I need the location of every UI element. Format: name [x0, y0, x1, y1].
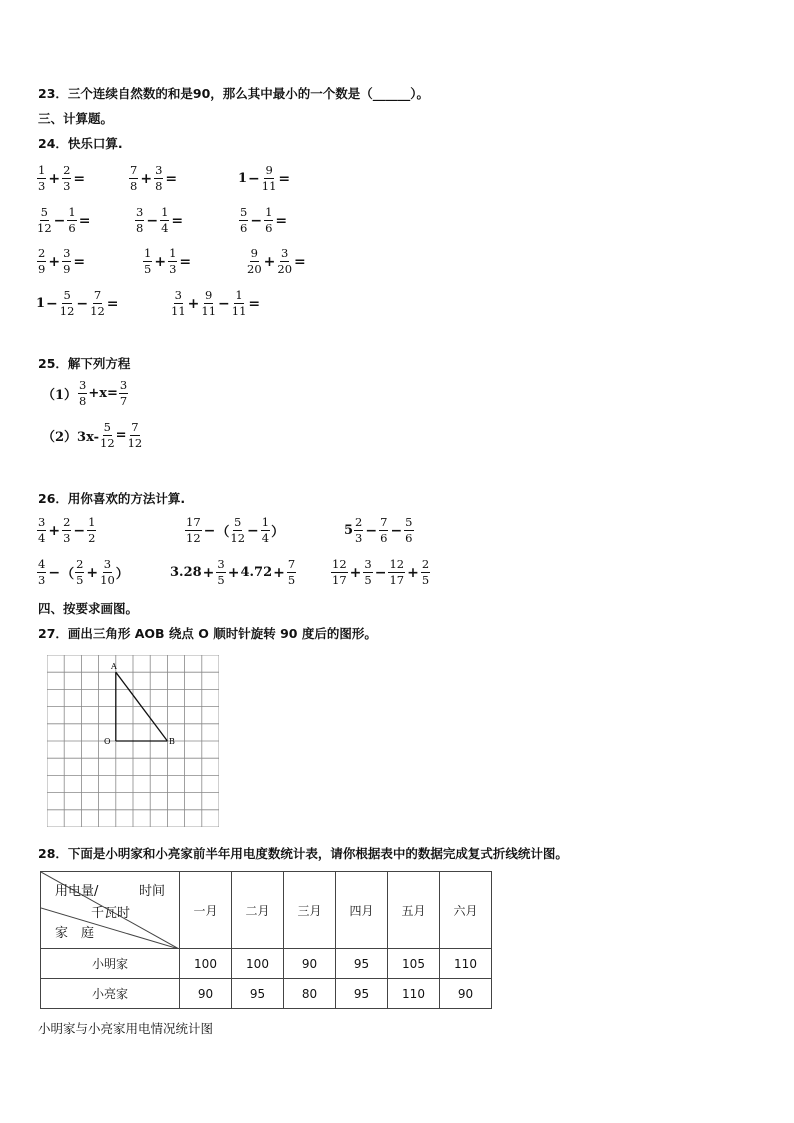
denominator: 3: [63, 530, 71, 545]
month-header: 一月: [180, 872, 232, 949]
fraction: [100, 422, 115, 449]
denominator: 2: [88, 530, 96, 545]
question-23: 23．三个连续自然数的和是90，那么其中最小的一个数是（______）。: [38, 86, 430, 101]
fraction: [62, 165, 71, 192]
denominator: 17: [332, 572, 347, 587]
fraction: [232, 290, 247, 317]
fraction: [100, 559, 115, 586]
numerator: 7: [380, 515, 388, 529]
point-b-label: B: [169, 737, 175, 746]
q24-expr: [142, 248, 192, 275]
fraction: [201, 290, 216, 317]
q25-equation: [42, 422, 143, 449]
point-a-label: A: [111, 662, 117, 671]
fraction: [37, 517, 46, 544]
q26-expr: [344, 517, 415, 544]
fraction: [37, 248, 46, 275]
month-header: 五月: [388, 872, 440, 949]
numerator: 4: [38, 557, 46, 571]
numerator: 1: [265, 205, 273, 219]
numerator: 5: [40, 205, 48, 219]
numerator: 3: [119, 378, 128, 392]
q24-expr: [238, 207, 288, 234]
denominator: 5: [144, 261, 152, 276]
q24-expr: [238, 165, 291, 192]
numerator: 12: [332, 557, 347, 571]
numerator: 3: [63, 246, 71, 260]
fraction: [78, 380, 87, 407]
expr-text: 4.72: [240, 565, 273, 580]
fraction: [67, 207, 76, 234]
fraction: [247, 248, 262, 275]
denominator: 20: [277, 261, 293, 276]
operator: +: [154, 253, 167, 270]
q26-expr: [170, 559, 297, 586]
numerator: 2: [355, 515, 363, 529]
numerator: 5: [103, 420, 111, 434]
q24-expr: [36, 165, 86, 192]
fraction: [62, 517, 71, 544]
operator: +: [48, 253, 61, 270]
operator: +: [407, 564, 419, 581]
denominator: 3: [355, 530, 363, 545]
operator: +: [86, 564, 99, 581]
denominator: 20: [247, 261, 262, 276]
rotation-grid: [47, 655, 219, 830]
numerator: 3: [281, 246, 289, 260]
numerator: 3: [103, 557, 112, 571]
expr-text: ）: [115, 567, 129, 582]
q26-expr: [36, 559, 129, 586]
numerator: 17: [186, 515, 201, 529]
q24-expr: [134, 207, 184, 234]
numerator: 5: [240, 205, 248, 219]
operator: −: [365, 522, 378, 539]
operator: −: [218, 295, 230, 312]
chart-title: 小明家与小亮家用电情况统计图: [38, 1021, 214, 1036]
operator: −: [203, 522, 216, 539]
numerator: 5: [63, 288, 71, 302]
operator: −: [247, 522, 259, 539]
expr-text: 5: [344, 523, 354, 538]
operator: +: [48, 170, 61, 187]
numerator: 1: [68, 205, 76, 219]
numerator: 7: [130, 163, 138, 177]
table-cell: 110: [440, 949, 492, 979]
table-cell: 95: [336, 979, 388, 1009]
table-cell: 95: [336, 949, 388, 979]
denominator: 12: [230, 530, 246, 545]
month-header: 二月: [232, 872, 284, 949]
expr-text: 3.28: [170, 565, 202, 580]
fraction: [277, 248, 292, 275]
denominator: 6: [405, 530, 413, 545]
fraction: [264, 207, 273, 234]
operator: =: [106, 295, 119, 312]
q24-expr: [36, 207, 91, 234]
numerator: 3: [174, 288, 182, 302]
denominator: 12: [100, 435, 115, 450]
denominator: 3: [169, 261, 177, 276]
q24-expr: [128, 165, 178, 192]
operator: +: [263, 253, 276, 270]
fraction: [37, 559, 46, 586]
denominator: 3: [63, 178, 71, 193]
numerator: 1: [88, 515, 96, 529]
month-header: 四月: [336, 872, 388, 949]
q24-expr: [36, 248, 86, 275]
numerator: 7: [287, 557, 296, 571]
numerator: 3: [136, 205, 144, 219]
q24-expr: [36, 290, 120, 317]
table-cell: 100: [232, 949, 284, 979]
expr-text: 1: [238, 171, 248, 186]
operator: =: [73, 170, 86, 187]
row-label: 小亮家: [41, 979, 180, 1009]
numerator: 7: [131, 420, 139, 434]
operator: −: [390, 522, 403, 539]
table-cell: 90: [180, 979, 232, 1009]
fraction: [62, 248, 71, 275]
numerator: 9: [250, 246, 258, 260]
expr-text: （2）3x-: [42, 430, 100, 445]
fraction: [363, 559, 372, 586]
numerator: 12: [389, 557, 405, 571]
question-24-title: 24．快乐口算.: [38, 136, 123, 151]
numerator: 2: [63, 163, 71, 177]
operator: =: [294, 253, 306, 270]
operator: −: [73, 522, 86, 539]
table-cell: 110: [388, 979, 440, 1009]
denominator: 3: [38, 178, 46, 193]
numerator: 2: [76, 557, 84, 571]
numerator: 9: [265, 163, 273, 177]
denominator: 11: [261, 178, 277, 193]
operator: =: [73, 253, 86, 270]
fraction: [421, 559, 430, 586]
denominator: 6: [68, 220, 76, 235]
fraction: [154, 165, 163, 192]
fraction: [185, 517, 202, 544]
denominator: 12: [59, 303, 75, 318]
numerator: 3: [155, 163, 163, 177]
operator: +: [187, 295, 200, 312]
header-unit: 千瓦时: [91, 906, 131, 921]
numerator: 3: [217, 557, 225, 571]
operator: =: [179, 253, 192, 270]
operator: −: [146, 212, 159, 229]
fraction: [143, 248, 152, 275]
fraction: [75, 559, 84, 586]
fraction: [135, 207, 144, 234]
numerator: 1: [38, 163, 46, 177]
section-4-heading: 四、按要求画图。: [38, 601, 139, 616]
operator: −: [53, 212, 66, 229]
operator: =: [171, 212, 184, 229]
denominator: 5: [217, 572, 225, 587]
q25-equation: [42, 380, 129, 407]
numerator: 1: [235, 288, 243, 302]
operator: +: [349, 564, 362, 581]
q24-expr: [246, 248, 307, 275]
header-usage: 用电量/: [55, 884, 99, 899]
point-o-label: O: [104, 737, 111, 746]
denominator: 10: [100, 572, 115, 587]
denominator: 5: [364, 572, 372, 587]
expr-text: +x=: [88, 386, 118, 401]
section-3-heading: 三、计算题。: [38, 111, 114, 126]
numerator: 9: [205, 288, 213, 302]
table-cell: 100: [180, 949, 232, 979]
numerator: 1: [161, 205, 169, 219]
table-cell: 80: [284, 979, 336, 1009]
table-cell: 90: [440, 979, 492, 1009]
denominator: 5: [287, 572, 296, 587]
denominator: 6: [380, 530, 388, 545]
fraction: [129, 165, 138, 192]
fraction: [404, 517, 413, 544]
table-row: [41, 949, 492, 979]
operator: =: [275, 212, 288, 229]
operator: −: [46, 295, 58, 312]
denominator: 9: [63, 261, 71, 276]
expr-text: =: [115, 428, 127, 443]
denominator: 11: [231, 303, 247, 318]
fraction: [160, 207, 169, 234]
month-header: 三月: [284, 872, 336, 949]
q26-expr: [36, 517, 97, 544]
denominator: 7: [119, 393, 128, 408]
operator: −: [248, 170, 260, 187]
fraction: [239, 207, 248, 234]
numerator: 2: [38, 246, 46, 260]
denominator: 8: [136, 220, 144, 235]
question-26-title: 26．用你喜欢的方法计算.: [38, 491, 186, 506]
operator: −: [250, 212, 263, 229]
numerator: 3: [79, 378, 87, 392]
denominator: 17: [389, 572, 405, 587]
operator: −: [374, 564, 387, 581]
question-27-title: 27．画出三角形 AOB 绕点 O 顺时针旋转 90 度后的图形。: [38, 626, 377, 641]
operator: +: [140, 170, 153, 187]
numerator: 7: [93, 288, 102, 302]
fraction: [90, 290, 105, 317]
denominator: 12: [37, 220, 52, 235]
operator: +: [273, 564, 285, 581]
denominator: 3: [38, 572, 46, 587]
denominator: 4: [38, 530, 46, 545]
operator: =: [78, 212, 91, 229]
expr-text: （1）: [42, 388, 78, 403]
numerator: 2: [421, 557, 430, 571]
fraction: [37, 207, 52, 234]
fraction: [230, 517, 245, 544]
fraction: [128, 422, 143, 449]
table-cell: 105: [388, 949, 440, 979]
operator: +: [48, 522, 61, 539]
fraction: [379, 517, 388, 544]
numerator: 3: [38, 515, 46, 529]
numerator: 1: [144, 246, 152, 260]
fraction: [261, 517, 270, 544]
operator: −: [48, 564, 61, 581]
operator: −: [76, 295, 89, 312]
question-28-title: 28．下面是小明家和小亮家前半年用电度数统计表，请你根据表中的数据完成复式折线统计图。: [38, 846, 568, 861]
table-cell: 90: [284, 949, 336, 979]
numerator: 3: [364, 557, 372, 571]
denominator: 11: [171, 303, 186, 318]
denominator: 8: [155, 178, 163, 193]
numerator: 1: [169, 246, 177, 260]
expr-text: （: [216, 525, 230, 540]
fraction: [216, 559, 225, 586]
electricity-usage-table: [40, 871, 492, 1009]
operator: +: [227, 564, 240, 581]
denominator: 5: [421, 572, 430, 587]
operator: =: [278, 170, 291, 187]
table-cell: 95: [232, 979, 284, 1009]
fraction: [388, 559, 405, 586]
grid-svg: [47, 655, 219, 827]
numerator: 2: [63, 515, 71, 529]
operator: +: [202, 564, 215, 581]
fraction: [354, 517, 363, 544]
month-header: 六月: [440, 872, 492, 949]
operator: =: [165, 170, 178, 187]
fraction: [37, 165, 46, 192]
header-time: 时间: [139, 884, 166, 899]
denominator: 12: [186, 530, 201, 545]
fraction: [262, 165, 277, 192]
header-home: 家 庭: [55, 926, 95, 941]
numerator: 5: [405, 515, 413, 529]
fraction: [171, 290, 186, 317]
denominator: 5: [76, 572, 84, 587]
denominator: 8: [79, 393, 87, 408]
numerator: 1: [261, 515, 270, 529]
expr-text: （: [61, 567, 75, 582]
operator: =: [248, 295, 261, 312]
fraction: [331, 559, 348, 586]
denominator: 6: [240, 220, 248, 235]
denominator: 4: [261, 530, 270, 545]
question-25-title: 25．解下列方程: [38, 356, 131, 371]
denominator: 12: [127, 435, 143, 450]
denominator: 12: [90, 303, 105, 318]
expr-text: 1: [36, 296, 46, 311]
table-row: [41, 979, 492, 1009]
denominator: 9: [38, 261, 46, 276]
denominator: 6: [265, 220, 273, 235]
fraction: [87, 517, 96, 544]
fraction: [60, 290, 75, 317]
row-label: 小明家: [41, 949, 180, 979]
diagonal-header-cell: [41, 872, 180, 949]
q26-expr: [330, 559, 431, 586]
fraction: [119, 380, 128, 407]
numerator: 5: [234, 515, 242, 529]
q24-expr: [170, 290, 261, 317]
fraction: [168, 248, 177, 275]
fraction: [287, 559, 296, 586]
expr-text: ）: [271, 525, 285, 540]
denominator: 8: [130, 178, 138, 193]
denominator: 11: [201, 303, 217, 318]
q26-expr: [184, 517, 284, 544]
denominator: 4: [161, 220, 169, 235]
